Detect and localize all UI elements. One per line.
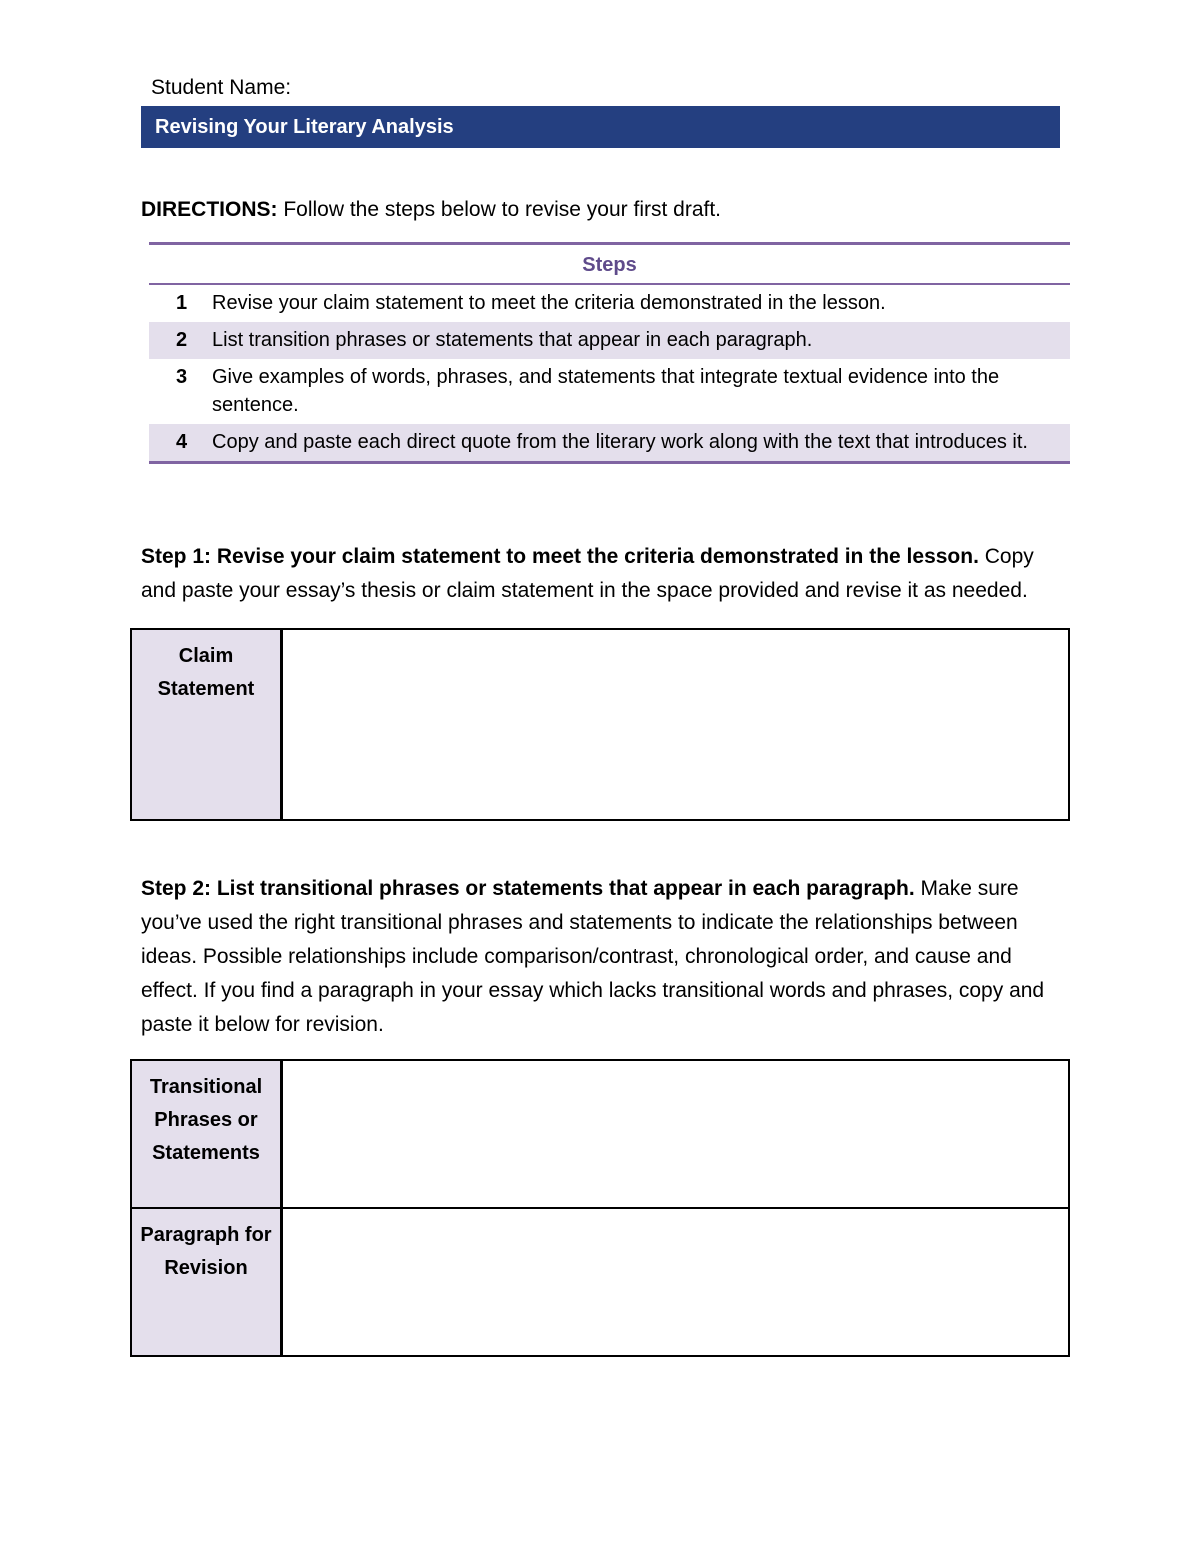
- step2-instructions: [141, 872, 1066, 1042]
- directions-text: Follow the steps below to revise your first draft.: [277, 198, 722, 221]
- step-text: List transition phrases or statements that appear in each paragraph.: [212, 329, 813, 351]
- step-number: 2: [175, 329, 188, 351]
- step-number: 4: [175, 431, 188, 453]
- step2-text: Make sure you’ve used the right transitional phrases and statements to indicate the relationships between ideas. Possible relationships include comparison/contrast, chronological order, and cause and effect. If you find a paragraph in your essay which lacks transitional words and phrases, copy and paste it below for revision.: [141, 877, 1045, 1036]
- worksheet-title: Revising Your Literary Analysis: [141, 106, 1060, 148]
- claim-statement-table: [130, 628, 1070, 821]
- steps-table: [149, 242, 1070, 464]
- step-number: 1: [175, 292, 188, 314]
- transitional-phrases-input[interactable]: [283, 1061, 1068, 1207]
- steps-table-header: Steps: [149, 245, 1070, 285]
- claim-statement-input[interactable]: [283, 630, 1068, 819]
- transitional-phrases-label: Transitional Phrases or Statements: [132, 1061, 283, 1207]
- directions: [141, 198, 721, 222]
- step-number: 3: [175, 366, 188, 388]
- step1-heading: Step 1: Revise your claim statement to meet the criteria demonstrated in the lesson.: [141, 545, 979, 568]
- step-text: Copy and paste each direct quote from the literary work along with the text that introduces it.: [212, 431, 1028, 453]
- paragraph-revision-row: [132, 1207, 1068, 1355]
- steps-table-row: [149, 359, 1070, 424]
- directions-label: DIRECTIONS:: [141, 198, 278, 221]
- step2-heading: Step 2: List transitional phrases or statements that appear in each paragraph.: [141, 877, 915, 900]
- steps-table-row: [149, 322, 1070, 359]
- step-text: Revise your claim statement to meet the criteria demonstrated in the lesson.: [212, 292, 886, 314]
- student-name-label: Student Name:: [151, 76, 292, 99]
- claim-statement-label: Claim Statement: [132, 630, 283, 819]
- transitions-table: [130, 1059, 1070, 1357]
- steps-table-row: [149, 424, 1070, 461]
- step1-instructions: [141, 540, 1066, 608]
- step1-text: Copy and paste your essay’s thesis or claim statement in the space provided and revise it as needed.: [141, 545, 1034, 602]
- paragraph-revision-input[interactable]: [283, 1209, 1068, 1355]
- steps-table-row: [149, 285, 1070, 322]
- step-text: Give examples of words, phrases, and statements that integrate textual evidence into the sentence.: [212, 366, 1000, 416]
- transitional-phrases-row: [132, 1061, 1068, 1207]
- claim-statement-row: [132, 630, 1068, 819]
- paragraph-revision-label: Paragraph for Revision: [132, 1209, 283, 1355]
